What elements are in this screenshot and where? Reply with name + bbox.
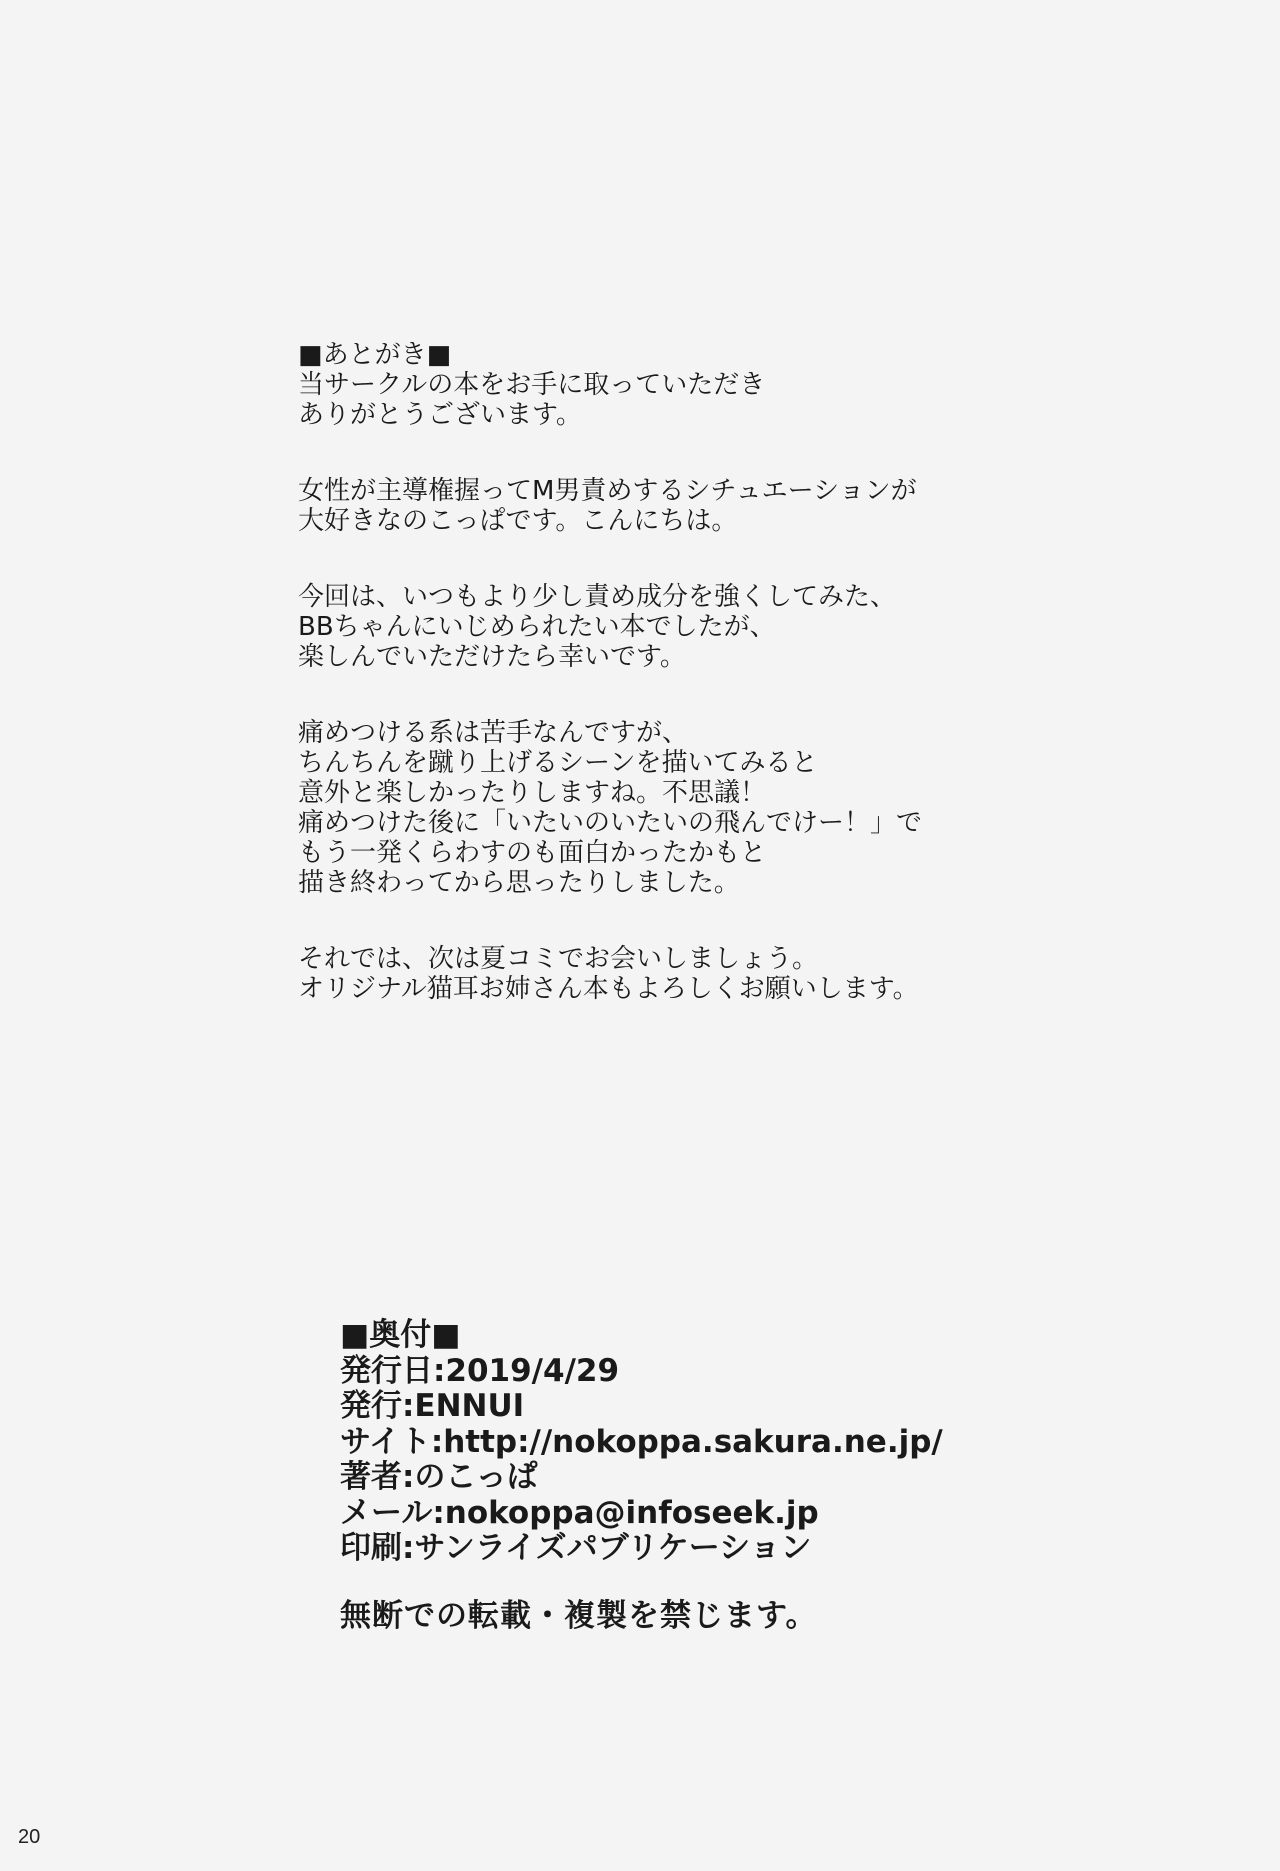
afterword-paragraph (298, 476, 1198, 536)
afterword-paragraph (298, 944, 1198, 1004)
copyright-notice: 無断での転載・複製を禁じます。 (340, 1597, 818, 1634)
colophon-heading: ■奥付■ (340, 1317, 461, 1353)
text-line: 意外と楽しかったりしますね。不思議！ (298, 778, 767, 808)
text-line: それでは、次は夏コミでお会いしましょう。 (298, 944, 819, 974)
text-line: ちんちんを蹴り上げるシーンを描いてみると (298, 748, 818, 778)
afterword-paragraph (298, 370, 1198, 430)
text-line: 描き終わってから思ったりしました。 (298, 868, 740, 898)
text-line: 痛めつける系は苦手なんですが、 (298, 718, 689, 748)
page-number: 20 (18, 1826, 41, 1848)
colophon-email: メール:nokoppa@infoseek.jp (340, 1494, 819, 1531)
text-line: 痛めつけた後に「いたいのいたいの飛んでけー！」で (298, 808, 923, 838)
afterword-heading: ■あとがき■ (298, 340, 452, 370)
colophon-section (340, 1318, 1140, 1634)
afterword-paragraph (298, 718, 1198, 898)
afterword-paragraph (298, 582, 1198, 672)
text-line: BBちゃんにいじめられたい本でしたが、 (298, 612, 776, 642)
colophon-publish-date: 発行日:2019/4/29 (340, 1352, 620, 1389)
text-line: 楽しんでいただけたら幸いです。 (298, 642, 686, 672)
text-line: 女性が主導権握ってM男責めするシチュエーションが (298, 476, 917, 506)
colophon-author: 著者:のこっぱ (340, 1459, 538, 1495)
colophon-publisher: 発行:ENNUI (340, 1388, 525, 1424)
text-line: 大好きなのこっぱです。こんにちは。 (298, 506, 738, 536)
text-line: 今回は、いつもより少し責め成分を強くしてみた、 (298, 582, 897, 612)
text-line: ありがとうございます。 (298, 400, 582, 430)
colophon-site: サイト:http://nokoppa.sakura.ne.jp/ (340, 1423, 943, 1460)
text-line: オリジナル猫耳お姉さん本もよろしくお願いします。 (298, 974, 919, 1004)
afterword-section (298, 340, 1198, 1050)
colophon-printer: 印刷:サンライズパブリケーション (340, 1530, 812, 1566)
text-line: 当サークルの本をお手に取っていただき (298, 370, 766, 400)
text-line: もう一発くらわすのも面白かったかもと (298, 838, 767, 868)
